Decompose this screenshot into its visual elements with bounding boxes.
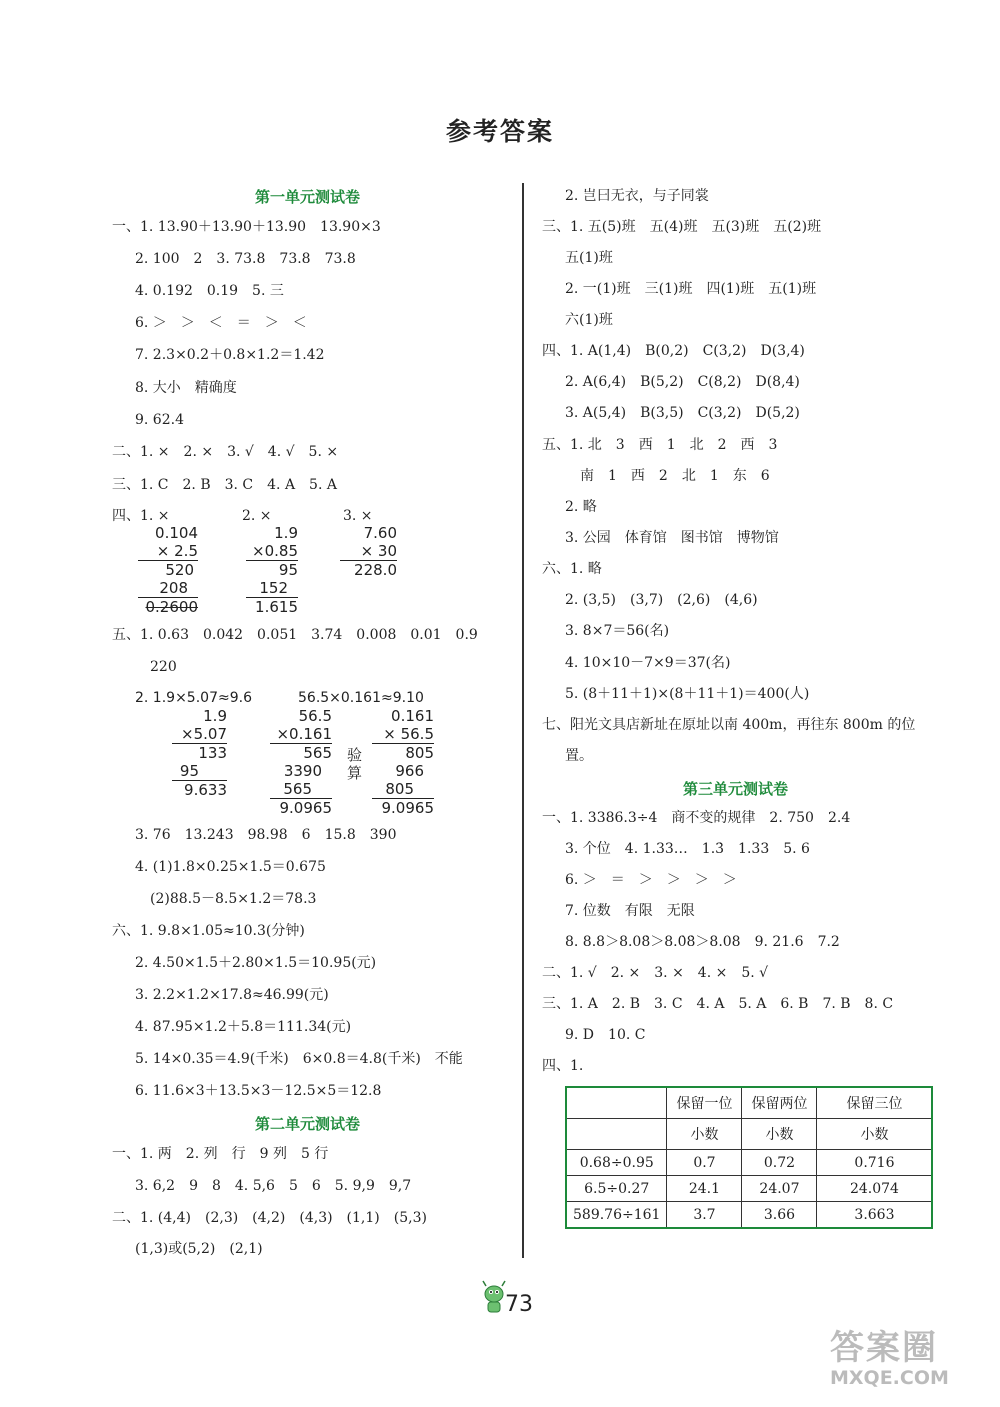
watermark-logo [830, 1320, 990, 1400]
answer-line: 七、阳光文具店新址在原址以南 400m，再往东 800m 的位 [542, 717, 916, 733]
table-cell: 0.716 [817, 1150, 933, 1176]
answer-line: 四、1. × [112, 508, 170, 524]
answer-line: 二、1. × 2. × 3. √ 4. √ 5. × [112, 444, 339, 460]
vertical-calculation: 0.104 × 2.5 520 208 0.2600 [138, 524, 198, 616]
answer-line: 4. 87.95×1.2＋5.8＝111.34(元) [135, 1019, 352, 1035]
answer-line: 2. (3,5) (3,7) (2,6) (4,6) [565, 592, 758, 608]
rounding-table [565, 1086, 933, 1229]
table-cell: 24.07 [742, 1176, 817, 1202]
column-divider [522, 183, 524, 1258]
answer-line: 三、1. C 2. B 3. C 4. A 5. A [112, 477, 337, 493]
watermark-url: MXQE.COM [830, 1367, 949, 1389]
answer-line: 五、1. 北 3 西 1 北 2 西 3 [542, 437, 778, 453]
table-cell: 24.1 [667, 1176, 742, 1202]
answer-line: 2. 略 [565, 499, 597, 515]
vertical-calculation: 7.60 × 30 228.0 [340, 524, 397, 579]
answer-line: 五(1)班 [565, 250, 613, 266]
answer-line: 六、1. 略 [542, 561, 602, 577]
table-row [566, 1087, 932, 1119]
answer-line: 一、1. 13.90＋13.90＋13.90 13.90×3 [112, 219, 381, 235]
vertical-calculation: 1.9 ×5.07 133 95 9.633 [172, 707, 227, 799]
table-row [566, 1150, 932, 1176]
section-title-unit3: 第三单元测试卷 [683, 780, 789, 798]
answer-line: 3. 76 13.243 98.98 6 15.8 390 [135, 827, 397, 843]
answer-line: 3. 2.2×1.2×17.8≈46.99(元) [135, 987, 329, 1003]
answer-line: 四、1. [542, 1058, 584, 1074]
table-cell [566, 1087, 667, 1119]
answer-line: 二、1. √ 2. × 3. × 4. × 5. √ [542, 965, 769, 981]
answer-line: 四、1. A(1,4) B(0,2) C(3,2) D(3,4) [542, 343, 805, 359]
answer-line: 8. 大小 精确度 [135, 380, 237, 396]
answer-line: 220 [150, 659, 177, 675]
table-cell: 3.7 [667, 1202, 742, 1229]
table-cell: 0.72 [742, 1150, 817, 1176]
answer-line: 2. 1.9×5.07≈9.6 [135, 690, 252, 706]
answer-line: 3. 8×7＝56(名) [565, 623, 670, 639]
answer-line: 一、1. 3386.3÷4 商不变的规律 2. 750 2.4 [542, 810, 851, 826]
table-cell: 6.5÷0.27 [566, 1176, 667, 1202]
answer-line: 6. 11.6×3＋13.5×3－12.5×5＝12.8 [135, 1083, 382, 1099]
section-title-unit2: 第二单元测试卷 [255, 1115, 361, 1133]
answer-line: 置。 [565, 748, 593, 764]
answer-line: 3. 个位 4. 1.33… 1.3̇ 1.33 5. 6 [565, 841, 810, 857]
answer-line: 4. (1)1.8×0.25×1.5＝0.675 [135, 859, 326, 875]
table-cell: 0.68÷0.95 [566, 1150, 667, 1176]
answer-line: 4. 0.192 0.19 5. 三 [135, 283, 284, 299]
answer-line: 3. A(5,4) B(3,5) C(3,2) D(5,2) [565, 405, 800, 421]
table-cell: 589.76÷161 [566, 1202, 667, 1229]
answer-line: (1,3)或(5,2) (2,1) [135, 1241, 263, 1257]
table-cell: 3.66 [742, 1202, 817, 1229]
answer-line: 4. 10×10－7×9＝37(名) [565, 655, 731, 671]
verify-label: 算 [347, 764, 363, 782]
table-cell [566, 1119, 667, 1150]
answer-line: 2. × [242, 508, 272, 524]
page-title: 参考答案 [445, 117, 554, 146]
answer-line: 2. 岂曰无衣，与子同裳 [565, 188, 709, 204]
table-header: 小数 [667, 1119, 742, 1150]
answer-line: 一、1. 两 2. 列 行 9 列 5 行 [112, 1146, 329, 1162]
table-header: 保留两位 [742, 1087, 817, 1119]
answer-line: 7. 2.3×0.2＋0.8×1.2＝1.42 [135, 347, 325, 363]
answer-line: 7. 位数 有限 无限 [565, 903, 695, 919]
answer-line: 5. 14×0.35＝4.9(千米) 6×0.8＝4.8(千米) 不能 [135, 1051, 463, 1067]
table-header: 保留一位 [667, 1087, 742, 1119]
table-row [566, 1119, 932, 1150]
table-cell: 0.7 [667, 1150, 742, 1176]
answer-line: 8. 8.8＞8.08̇＞8.0̇8̇＞8.08 9. 21.6 7.2 [565, 934, 840, 950]
mascot-icon [480, 1280, 508, 1316]
answer-line: 2. A(6,4) B(5,2) C(8,2) D(8,4) [565, 374, 800, 390]
answer-line: 5. (8＋11＋1)×(8＋11＋1)＝400(人) [565, 686, 810, 702]
vertical-calculation: 56.5 ×0.161 565 3390 565 9.0965 [270, 707, 332, 817]
answer-line: 六(1)班 [565, 312, 613, 328]
answer-line: 三、1. 五(5)班 五(4)班 五(3)班 五(2)班 [542, 219, 822, 235]
answer-line: 2. 4.50×1.5＋2.80×1.5＝10.95(元) [135, 955, 377, 971]
answer-line: 3. 6,2 9 8 4. 5,6 5 6 5. 9,9 9,7 [135, 1178, 412, 1194]
table-header: 小数 [817, 1119, 933, 1150]
table-cell: 24.074 [817, 1176, 933, 1202]
answer-line: 3. × [343, 508, 373, 524]
section-title-unit1: 第一单元测试卷 [255, 188, 361, 206]
answer-line: 9. D 10. C [565, 1027, 646, 1043]
table-row [566, 1202, 932, 1229]
vertical-calculation: 1.9 ×0.85 95 152 1.615 [246, 524, 298, 616]
verify-label: 验 [347, 746, 363, 764]
answer-line: 2. 100 2 3. 73.8 73.8 73.8 [135, 251, 356, 267]
answer-line: 六、1. 9.8×1.05≈10.3(分钟) [112, 923, 305, 939]
answer-line: 3. 公园 体育馆 图书馆 博物馆 [565, 530, 779, 546]
table-cell: 3.663 [817, 1202, 933, 1229]
table-row [566, 1176, 932, 1202]
answer-line: (2)88.5－8.5×1.2＝78.3 [150, 891, 317, 907]
watermark-text: 答案圈 [830, 1328, 938, 1368]
table-header: 保留三位 [817, 1087, 933, 1119]
answer-line: 五、1. 0.63 0.042 0.051 3.74 0.008 0.01 0.9 [112, 627, 478, 643]
answer-line: 三、1. A 2. B 3. C 4. A 5. A 6. B 7. B 8. C [542, 996, 894, 1012]
answer-line: 二、1. (4,4) (2,3) (4,2) (4,3) (1,1) (5,3) [112, 1210, 427, 1226]
answer-line: 2. 一(1)班 三(1)班 四(1)班 五(1)班 [565, 281, 817, 297]
answer-line: 9. 62.4 [135, 412, 184, 428]
table-header: 小数 [742, 1119, 817, 1150]
answer-line: 南 1 西 2 北 1 东 6 [580, 468, 770, 484]
page-number: 73 [505, 1292, 533, 1317]
vertical-calculation: 0.161 × 56.5 805 966 805 9.0965 [372, 707, 434, 817]
answer-line: 6. ＞ ＞ ＜ ＝ ＞ ＜ [135, 315, 307, 331]
answer-line: 56.5×0.161≈9.10 [298, 690, 424, 706]
answer-line: 6. ＞ ＝ ＞ ＞ ＞ ＞ [565, 872, 737, 888]
